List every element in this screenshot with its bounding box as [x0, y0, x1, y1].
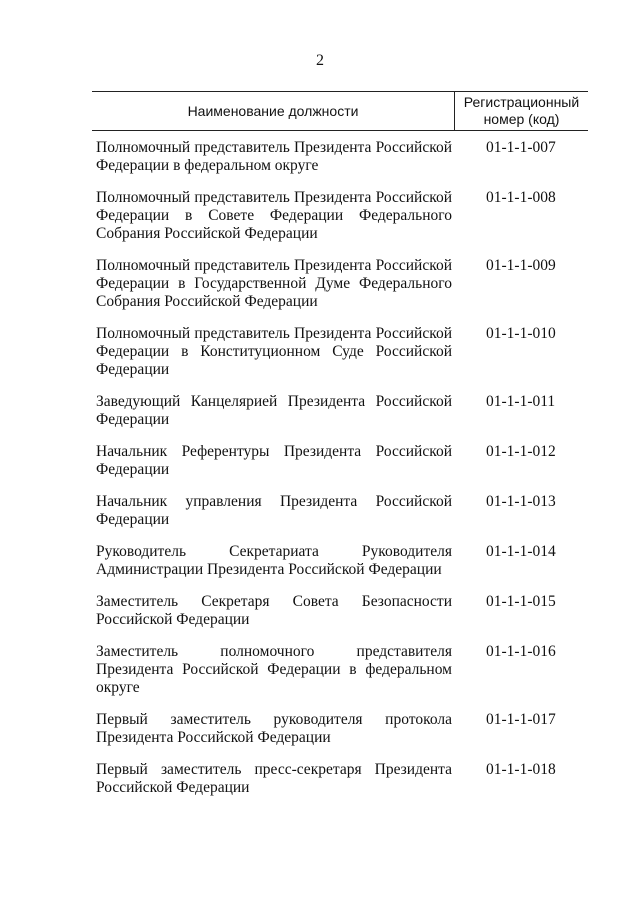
header-code-line1: Регистрационный	[463, 94, 580, 110]
position-code: 01-1-1-016	[486, 643, 556, 660]
table-row	[92, 493, 588, 529]
position-name: Полномочный представитель Президента Российской Федерации в Государственной Думе Федерального Собрания Российской Федерации	[96, 257, 452, 310]
position-name: Полномочный представитель Президента Российской Федерации в Совете Федерации Федерального Собрания Российской Федерации	[96, 189, 452, 242]
positions-table	[92, 91, 588, 811]
header-code-line2: номер (код)	[483, 111, 560, 127]
position-name: Полномочный представитель Президента Российской Федерации в Конституционном Суде Российской Федерации	[96, 325, 452, 378]
position-name: Заведующий Канцелярией Президента Российской Федерации	[96, 393, 452, 428]
position-name: Полномочный представитель Президента Российской Федерации в федеральном округе	[96, 139, 452, 174]
position-name: Начальник Референтуры Президента Российской Федерации	[96, 443, 452, 478]
table-row	[92, 443, 588, 479]
table-row	[92, 593, 588, 629]
position-code: 01-1-1-017	[486, 711, 556, 728]
position-name: Начальник управления Президента Российской Федерации	[96, 493, 452, 528]
header-position-name: Наименование должности	[187, 103, 359, 119]
position-code: 01-1-1-012	[486, 443, 556, 460]
table-row	[92, 761, 588, 797]
position-code: 01-1-1-011	[486, 393, 556, 410]
position-code: 01-1-1-013	[486, 493, 556, 510]
position-name: Первый заместитель пресс-секретаря Президента Российской Федерации	[96, 761, 452, 796]
position-code: 01-1-1-010	[486, 325, 556, 342]
position-name: Первый заместитель руководителя протокола Президента Российской Федерации	[96, 711, 452, 746]
position-code: 01-1-1-008	[486, 189, 556, 206]
page-number: 2	[316, 52, 324, 69]
position-code: 01-1-1-015	[486, 593, 556, 610]
header-registration-code	[454, 92, 588, 130]
position-code: 01-1-1-007	[486, 139, 556, 156]
position-code: 01-1-1-018	[486, 761, 556, 778]
table-row	[92, 189, 588, 243]
table-row	[92, 711, 588, 747]
table-row	[92, 325, 588, 379]
table-header	[92, 91, 588, 131]
table-row	[92, 139, 588, 175]
position-code: 01-1-1-014	[486, 543, 556, 560]
table-row	[92, 393, 588, 429]
table-body	[92, 139, 588, 797]
position-name: Руководитель Секретариата Руководителя Администрации Президента Российской Федерации	[96, 543, 452, 578]
table-row	[92, 257, 588, 311]
table-row	[92, 543, 588, 579]
position-name: Заместитель Секретаря Совета Безопасности Российской Федерации	[96, 593, 452, 628]
table-row	[92, 643, 588, 697]
position-name: Заместитель полномочного представителя Президента Российской Федерации в федеральном округе	[96, 643, 452, 696]
position-code: 01-1-1-009	[486, 257, 556, 274]
